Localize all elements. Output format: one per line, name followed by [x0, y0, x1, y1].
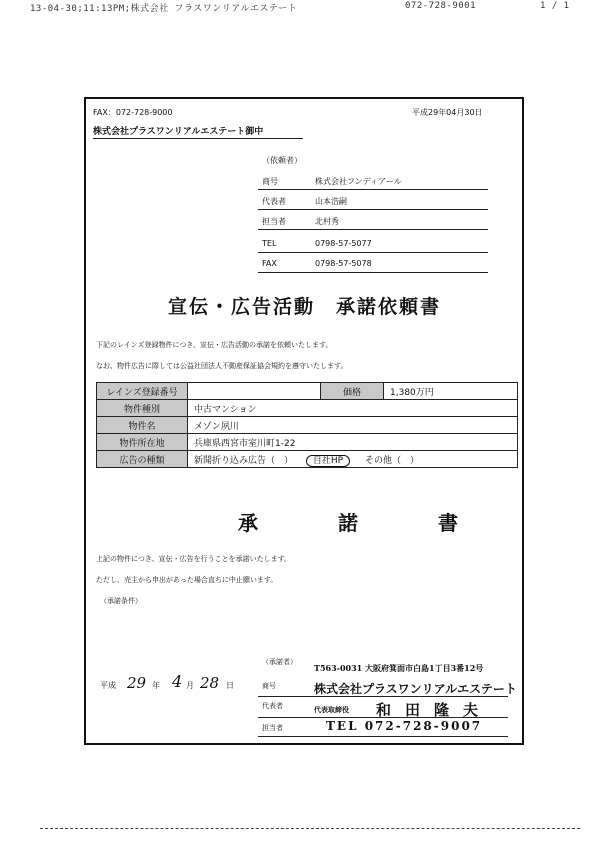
date-year: 29	[127, 674, 147, 692]
date-day: 28	[200, 674, 220, 692]
field-underline	[258, 229, 488, 230]
requester-field-label: 代表者	[262, 197, 286, 206]
fax-to: FAX：072-728-9000	[93, 108, 173, 117]
ad-type-website: 自社HP	[306, 455, 350, 467]
grantor-company-label: 商号	[262, 682, 276, 690]
requester-field-label: FAX	[262, 259, 277, 268]
grantor-rep-label: 代表者	[262, 702, 283, 710]
grantor-rep-title: 代表取締役	[314, 705, 349, 714]
ad-type-newspaper: 新聞折り込み広告（ ）	[194, 455, 294, 466]
table-row	[97, 383, 518, 400]
grantor-contact-label: 担当者	[262, 724, 283, 732]
table-row	[97, 400, 518, 417]
requester-field-label: 担当者	[262, 217, 286, 226]
property-type: 中古マンション	[188, 400, 518, 417]
fax-header-number: 072-728-9001	[405, 1, 477, 11]
document-date: 平成29年04月30日	[412, 108, 483, 117]
grantor-underline	[258, 696, 508, 697]
requester-fax: 0798-57-5078	[315, 259, 372, 268]
field-underline	[258, 189, 488, 190]
request-line: なお、物件広告に際しては公益社団法人不動産保証協会規約を遵守いたします。	[96, 362, 348, 370]
table-label: 広告の種類	[97, 451, 188, 468]
bottom-rule	[40, 828, 580, 829]
date-era: 平成	[100, 681, 116, 690]
date-month-unit: 月	[186, 681, 194, 690]
grantor-underline	[258, 736, 508, 737]
requester-company: 株式会社フンディアール	[315, 177, 402, 186]
field-underline	[258, 272, 488, 273]
field-underline	[258, 252, 488, 253]
approval-line: ただし、売主から申出があった場合直ちに中止願います。	[96, 576, 278, 584]
request-line: 下記のレインズ登録物件につき、宣伝・広告活動の承諾を依頼いたします。	[96, 341, 333, 349]
table-label: 物件種別	[97, 400, 188, 417]
date-year-unit: 年	[152, 681, 160, 690]
grantor-underline	[258, 717, 508, 718]
grantor-rep-name: 和田隆夫	[376, 701, 493, 719]
date-month: 4	[172, 672, 183, 691]
requester-tel: 0798-57-5077	[315, 239, 372, 248]
date-day-unit: 日	[226, 681, 234, 690]
conditions-label: （承諾条件）	[100, 597, 142, 605]
grantor-company: 株式会社プラスワンリアルエステート	[314, 682, 517, 696]
requester-field-label: 商号	[262, 177, 278, 186]
grantor-address: T563-0031 大阪府箕面市白島1丁目3番12号	[314, 663, 484, 673]
reins-number-cell	[188, 383, 321, 400]
fax-header-left: 13-04-30;11:13PM;株式会社 フラスワンリアルエステート	[30, 4, 298, 14]
grantor-tel: TEL 072-728-9007	[326, 719, 483, 733]
fax-header-page: 1 / 1	[540, 1, 570, 11]
table-row	[97, 434, 518, 451]
requester-representative: 山本浩嗣	[315, 197, 347, 206]
approval-title: 承 諾 書	[238, 511, 488, 535]
price-value: 1,380万円	[384, 383, 518, 400]
recipient-underline	[93, 138, 303, 139]
table-row	[97, 451, 518, 468]
field-underline	[258, 209, 488, 210]
table-label: 物件名	[97, 417, 188, 434]
ad-types	[188, 451, 518, 468]
price-label: 価格	[321, 383, 384, 400]
approval-line: 上記の物件につき、宣伝・広告を行うことを承諾いたします。	[96, 555, 292, 563]
table-row	[97, 417, 518, 434]
requester-contact: 北村秀	[315, 217, 339, 226]
recipient: 株式会社プラスワンリアルエステート御中	[93, 127, 264, 137]
ad-type-other: その他（ ）	[364, 455, 419, 466]
property-address: 兵庫県西宮市室川町1-22	[188, 434, 518, 451]
requester-label: （依頼者）	[262, 156, 302, 165]
property-name: メゾン夙川	[188, 417, 518, 434]
property-table	[96, 382, 518, 468]
grantor-label: （承諾者）	[262, 658, 297, 666]
document-title: 宣伝・広告活動 承諾依頼書	[168, 296, 442, 318]
requester-field-label: TEL	[262, 239, 277, 248]
table-label: 物件所在地	[97, 434, 188, 451]
table-label: レインズ登録番号	[97, 383, 188, 400]
